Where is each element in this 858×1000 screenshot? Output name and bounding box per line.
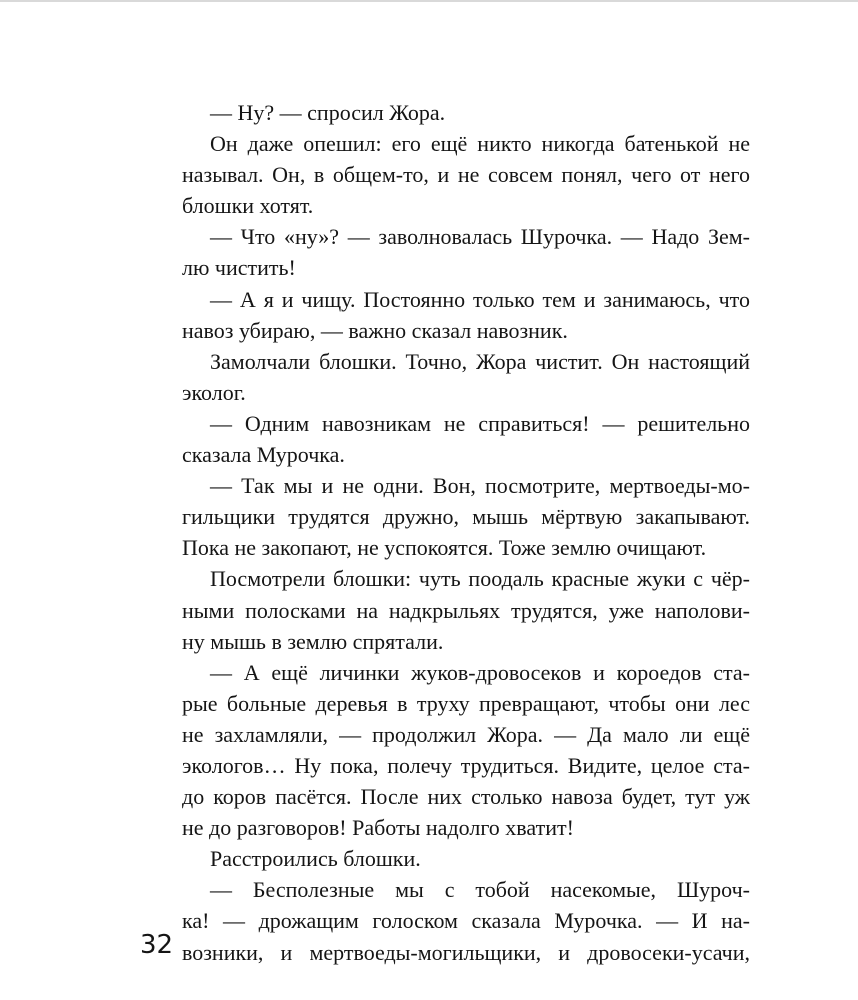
text-line: эколог. (182, 379, 246, 405)
text-line: — Ну? — спросил Жора. (210, 100, 446, 125)
text-line: возники, и мертвоеды-могильщики, и дровосеки-усачи, (182, 939, 750, 965)
text-line: ными полосками на надкрыльях трудятся, уже наполови- (182, 597, 750, 623)
text-line: гильщики трудятся дружно, мышь мёртвую закапывают. (182, 504, 750, 530)
body-text (182, 97, 750, 968)
text-line: ка! — дрожащим голоском сказала Мурочка. — И на- (182, 908, 750, 934)
text-line: — Бесполезные мы с тобой насекомые, Шуроч- (210, 877, 750, 903)
text-line: Пока не закопают, не успокоятся. Тоже землю очищают. (182, 535, 707, 561)
text-line: Замолчали блошки. Точно, Жора чистит. Он настоящий (210, 348, 750, 374)
text-line: — Так мы и не одни. Вон, посмотрите, мертвоеды-мо- (210, 473, 750, 499)
text-line: сказала Мурочка. (182, 442, 345, 468)
text-line: до коров пасётся. После них столько навоза будет, тут уж (182, 784, 750, 810)
text-line: лю чистить! (182, 255, 296, 281)
text-line: Он даже опешил: его ещё никто никогда батенькой не (210, 131, 750, 157)
text-line: ну мышь в землю спрятали. (182, 628, 444, 654)
text-line: Расстроились блошки. (210, 846, 421, 872)
text-line: рые больные деревья в труху превращают, чтобы они лес (182, 690, 750, 716)
top-edge-rule (0, 0, 858, 2)
text-line: навоз убираю, — важно сказал навозник. (182, 317, 568, 343)
text-line: — А я и чищу. Постоянно только тем и занимаюсь, что (210, 286, 750, 312)
text-line: называл. Он, в общем-то, и не совсем понял, чего от него (182, 162, 750, 188)
text-line: Посмотрели блошки: чуть поодаль красные жуки с чёр- (210, 566, 750, 592)
text-line: экологов… Ну пока, полечу трудиться. Видите, целое ста- (182, 752, 750, 778)
text-line: — Что «ну»? — заволновалась Шурочка. — Надо Зем- (210, 224, 750, 250)
text-line: — А ещё личинки жуков-дровосеков и короедов ста- (210, 659, 750, 685)
text-line: не захламляли, — продолжил Жора. — Да мало ли ещё (182, 721, 750, 747)
text-line: — Одним навозникам не справиться! — решительно (210, 410, 750, 436)
text-line: не до разговоров! Работы надолго хватит! (182, 815, 574, 841)
page-number: 32 (140, 930, 174, 960)
text-line: блошки хотят. (182, 193, 314, 219)
